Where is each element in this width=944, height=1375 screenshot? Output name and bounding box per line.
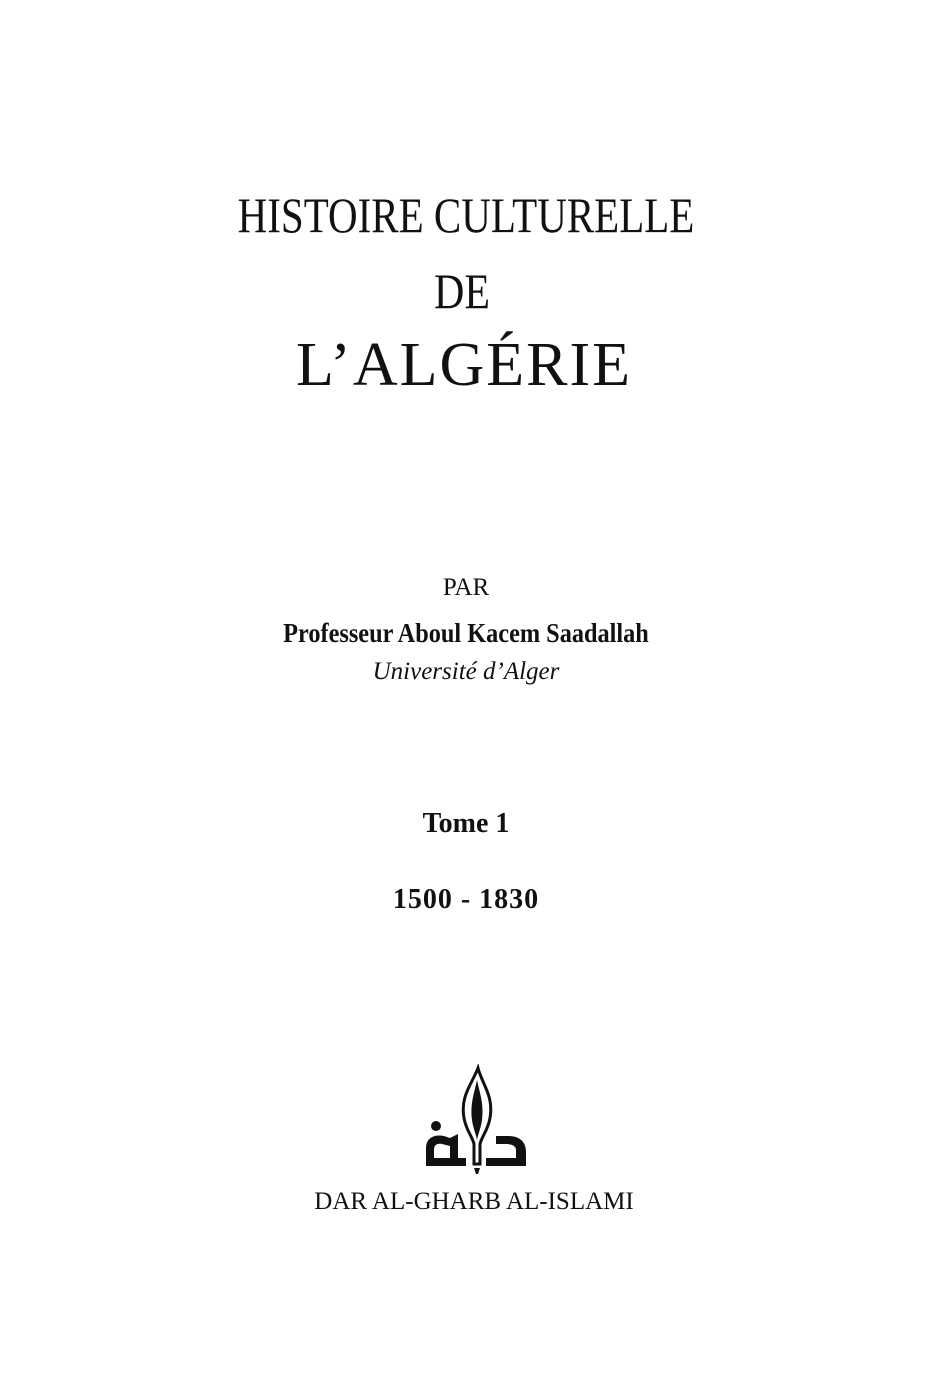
title-line-2: DE: [434, 263, 490, 319]
byline-par: PAR: [442, 574, 490, 601]
title-line-1: HISTOIRE CULTURELLE: [237, 187, 695, 243]
publisher-name: DAR AL-GHARB AL-ISLAMI: [314, 1188, 634, 1215]
title-line-3: L’ALGÉRIE: [296, 331, 632, 399]
author-name: Professeur Aboul Kacem Saadallah: [283, 618, 649, 648]
author-affiliation: Université d’Alger: [372, 658, 560, 685]
volume-years: 1500 - 1830: [392, 884, 540, 915]
volume-tome: Tome 1: [422, 808, 510, 839]
publisher-logo-icon: [420, 1064, 532, 1176]
